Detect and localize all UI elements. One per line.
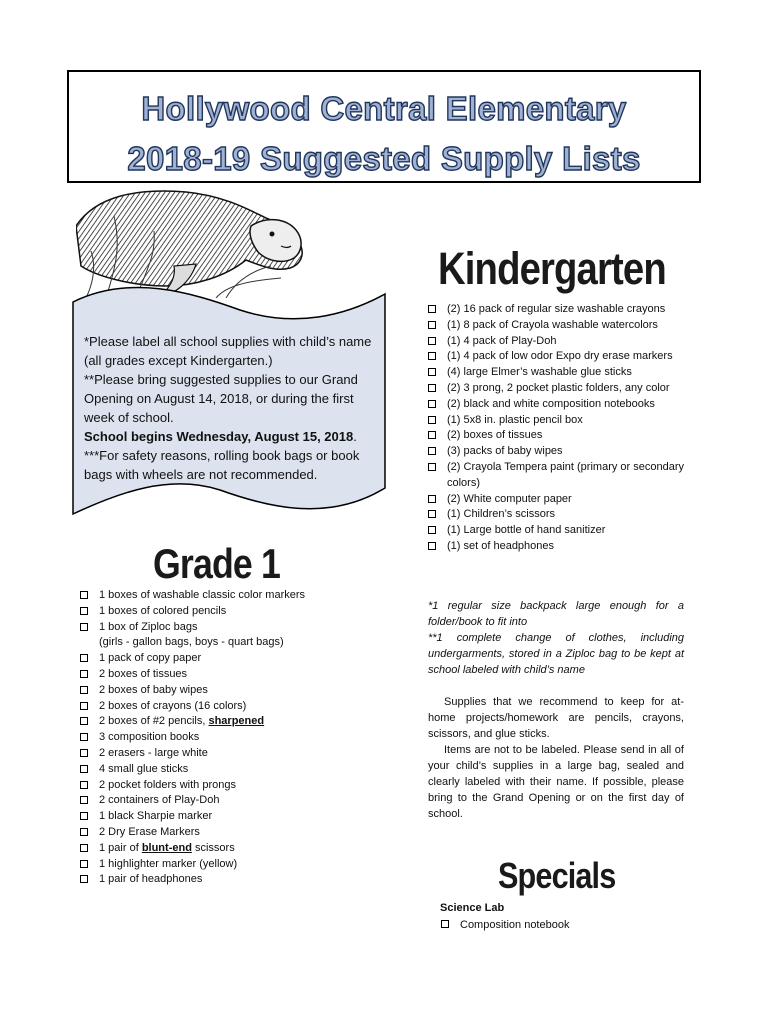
emphasis-blunt-end: blunt-end (141, 841, 192, 854)
checkbox-icon[interactable] (80, 686, 88, 694)
item-text: 1 pack of copy paper (99, 652, 202, 665)
list-item (80, 793, 380, 809)
checkbox-icon[interactable] (80, 749, 88, 757)
emphasis-sharpened: sharpened (208, 715, 265, 728)
specials-list (441, 917, 661, 933)
kindergarten-advice (428, 694, 684, 822)
item-text-end: scissors (191, 841, 235, 854)
list-item (428, 334, 690, 350)
checkbox-icon[interactable] (80, 796, 88, 804)
item-text: (3) packs of baby wipes (447, 445, 563, 458)
notice-box (70, 282, 388, 527)
list-item (80, 651, 380, 667)
checkbox-icon[interactable] (428, 431, 436, 439)
item-text: 3 composition books (99, 731, 200, 744)
checkbox-icon[interactable] (80, 670, 88, 678)
item-text: 1 pair of (99, 841, 142, 854)
checkbox-icon[interactable] (428, 416, 436, 424)
item-text: 1 highlighter marker (yellow) (99, 857, 238, 870)
checkbox-icon[interactable] (80, 717, 88, 725)
kindergarten-heading: Kindergarten (438, 243, 666, 294)
checkbox-icon[interactable] (428, 368, 436, 376)
checkbox-icon[interactable] (428, 400, 436, 408)
item-text: 1 black Sharpie marker (99, 810, 213, 823)
item-text: (2) boxes of tissues (447, 429, 543, 442)
notice-grand-opening-note: **Please bring suggested supplies to our Grand Opening on August 14, 2018, or during the first week of school. (84, 372, 358, 425)
list-item (428, 539, 690, 555)
item-text: 2 boxes of crayons (16 colors) (99, 699, 247, 712)
item-text: 2 boxes of tissues (99, 667, 188, 680)
title-line-2: 2018-19 Suggested Supply Lists (127, 140, 641, 177)
list-item (80, 809, 380, 825)
notice-rolling-bags-note: ***For safety reasons, rolling book bags or book bags with wheels are not recommended. (84, 448, 360, 482)
list-item (428, 302, 690, 318)
list-item (80, 714, 380, 730)
list-item (80, 872, 380, 888)
item-text: (1) set of headphones (447, 539, 555, 552)
item-text: 1 box of Ziploc bags (99, 620, 198, 633)
checkbox-icon[interactable] (80, 654, 88, 662)
checkbox-icon[interactable] (80, 828, 88, 836)
list-item (428, 318, 690, 334)
notice-label-note: *Please label all school supplies with child’s name (all grades except Kindergarten.) (84, 334, 372, 368)
list-item (428, 428, 690, 444)
checkbox-icon[interactable] (428, 321, 436, 329)
checkbox-icon[interactable] (80, 860, 88, 868)
checkbox-icon[interactable] (441, 920, 449, 928)
specials-heading: Specials (498, 855, 616, 896)
school-start-date: School begins Wednesday, August 15, 2018 (84, 429, 354, 444)
item-text: 2 boxes of #2 pencils, (99, 715, 209, 728)
item-text: (1) 4 pack of Play-Doh (447, 334, 557, 347)
science-lab-label: Science Lab (440, 902, 505, 914)
item-text: (2) 3 prong, 2 pocket plastic folders, any color (447, 381, 670, 394)
list-item (80, 588, 380, 604)
checkbox-icon[interactable] (80, 812, 88, 820)
kindergarten-notes (428, 598, 684, 678)
list-item (80, 667, 380, 683)
checkbox-icon[interactable] (428, 510, 436, 518)
checkbox-icon[interactable] (80, 844, 88, 852)
list-item (428, 507, 690, 523)
checkbox-icon[interactable] (80, 623, 88, 631)
checkbox-icon[interactable] (428, 384, 436, 392)
item-text: (1) Large bottle of hand sanitizer (447, 524, 606, 537)
item-text: 4 small glue sticks (99, 762, 189, 775)
advice-home-supplies: Supplies that we recommend to keep for at-home projects/homework are pencils, crayons, scissors, and glue sticks. (428, 696, 684, 740)
item-text: (4) large Elmer’s washable glue sticks (447, 366, 632, 379)
checkbox-icon[interactable] (80, 875, 88, 883)
item-text: (girls - gallon bags, boys - quart bags) (99, 636, 284, 649)
list-item (428, 381, 690, 397)
list-item (80, 762, 380, 778)
advice-labeling: Items are not to be labeled. Please send in all of your child’s supplies in a large bag, sealed and clearly labeled with their name. If possible, please bring to the Grand Opening or on the first day of school. (428, 744, 684, 820)
list-item-subnote (80, 635, 380, 651)
item-text: 1 boxes of washable classic color markers (99, 589, 306, 601)
checkbox-icon[interactable] (80, 591, 88, 599)
list-item (428, 365, 690, 381)
list-item (428, 444, 690, 460)
notice-school-start (84, 427, 376, 446)
checkbox-icon[interactable] (80, 765, 88, 773)
item-text: 1 boxes of colored pencils (99, 604, 227, 617)
checkbox-icon[interactable] (428, 542, 436, 550)
list-item (441, 917, 661, 933)
list-item (80, 778, 380, 794)
checkbox-icon[interactable] (80, 733, 88, 741)
list-item (428, 397, 690, 413)
checkbox-icon[interactable] (80, 607, 88, 615)
list-item (80, 746, 380, 762)
item-text: 2 containers of Play-Doh (99, 794, 220, 807)
list-item (80, 857, 380, 873)
item-text: 2 erasers - large white (99, 746, 208, 759)
list-item (428, 349, 690, 365)
checkbox-icon[interactable] (80, 781, 88, 789)
list-item (80, 699, 380, 715)
item-text: 1 pair of headphones (99, 873, 203, 886)
grade1-heading: Grade 1 (153, 540, 281, 587)
item-text: (2) black and white composition notebooks (447, 397, 655, 410)
checkbox-icon[interactable] (428, 463, 436, 471)
list-item (80, 620, 380, 636)
title-box (67, 70, 701, 183)
kindergarten-list (428, 302, 690, 555)
list-item (80, 825, 380, 841)
backpack-note: *1 regular size backpack large enough for a folder/book to fit into (428, 600, 684, 628)
item-text: 2 boxes of baby wipes (99, 683, 208, 696)
item-text: 2 Dry Erase Markers (99, 825, 200, 838)
item-text: (2) White computer paper (447, 492, 572, 505)
list-item (428, 413, 690, 429)
item-text: (1) 8 pack of Crayola washable watercolors (447, 318, 658, 331)
grade1-list (80, 588, 380, 888)
checkbox-icon[interactable] (428, 447, 436, 455)
list-item (428, 492, 690, 508)
item-text: (1) 4 pack of low odor Expo dry erase markers (447, 350, 673, 363)
clothes-note: **1 complete change of clothes, including undergarments, stored in a Ziploc bag to be kept at school labeled with child’s name (428, 632, 684, 676)
item-text: (2) 16 pack of regular size washable crayons (447, 303, 666, 315)
checkbox-icon[interactable] (428, 352, 436, 360)
list-item (428, 460, 690, 492)
checkbox-icon[interactable] (428, 526, 436, 534)
item-text: Composition notebook (460, 919, 570, 931)
checkbox-icon[interactable] (428, 495, 436, 503)
list-item (80, 683, 380, 699)
checkbox-icon[interactable] (428, 337, 436, 345)
item-text: 2 pocket folders with prongs (99, 778, 236, 791)
checkbox-icon[interactable] (428, 305, 436, 313)
list-item (428, 523, 690, 539)
list-item (80, 841, 380, 857)
school-start-period: . (353, 429, 357, 444)
item-text: (2) Crayola Tempera paint (primary or secondary colors) (447, 460, 684, 489)
list-item (80, 604, 380, 620)
item-text: (1) Children’s scissors (447, 508, 555, 521)
title-line-1: Hollywood Central Elementary (141, 90, 627, 127)
list-item (80, 730, 380, 746)
checkbox-icon[interactable] (80, 702, 88, 710)
item-text: (1) 5x8 in. plastic pencil box (447, 413, 583, 426)
